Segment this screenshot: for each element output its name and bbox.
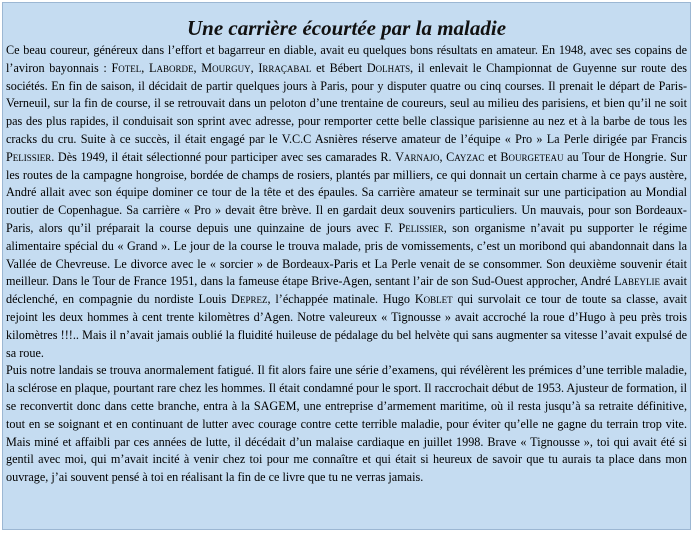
person-name: Mourguy — [201, 60, 251, 75]
text-run: avait déclenché, en compagnie du nordiste Louis — [6, 274, 688, 307]
text-run: , — [141, 60, 150, 75]
text-run: , — [250, 60, 259, 75]
person-name: Dolhats — [366, 60, 411, 75]
text-run: , il enlevait le Championnat de Guyenne sur route des sociétés. En fin de saison, il décidait de partir quelques jours à Paris, pour y disputer quatre ou cinq courses. Il prenait le départ de Paris-Verneuil, sur la fin de course, il se retrouvait dans un peloton d’une trentaine de coureurs, seul au milieu des parisiens, et bien qu’il ne soit pas des plus rapides, il conduisait son sprint avec adresse, pour remporter cette belle classique parisienne au nez et à la barbe de tous les cracks du cru. Suite à ce succès, il était engagé par le V.C.C Asnières réserve amateur de l’équipe « Pro » La Perle dirigée par Francis — [6, 60, 687, 146]
person-name: Cayzac — [446, 149, 485, 164]
person-name: Deprez — [231, 292, 268, 307]
person-name: Pelissier — [6, 149, 52, 164]
text-run: Ce beau coureur, généreux dans l’effort et bagarreur en diable, avait eu quelques bons résultats en amateur. En 1948, avec ses copains de l’aviron bayonnais : — [6, 43, 687, 75]
person-name: Bourgeteau — [500, 149, 564, 164]
article-body — [3, 40, 690, 487]
person-name: Fotel — [111, 60, 142, 75]
text-run: , son organisme n’avait pu supporter le régime alimentaire spécial du « Grand ». Le jour de la course le trouva malade, pris de vomissements, c’est un moribond qui abandonnait dans la Vallée de Chevreuse. Le divorce avec le « sorcier » de Bordeaux-Paris et La Perle venait de se consommer. Son deuxième souvenir était meilleur. Dans le Tour de France 1951, dans la fameuse étape Brive-Agen, sentant l’air de son Sud-Ouest approcher, André — [6, 220, 687, 289]
text-run: et Bébert — [311, 60, 367, 75]
person-name: Varnajo — [395, 149, 440, 164]
text-run: , — [439, 149, 447, 164]
text-run: Puis notre landais se trouva anormalement fatigué. Il fit alors faire une série d’examens, qui révélèrent les prémices d’une terrible maladie, la sclérose en plaque, pourtant rare chez les hommes. Il était condamné pour le sport. Il raccrochait début de 1953. Ajusteur de formation, il se reconvertit donc dans cette branche, entra à la SAGEM, une entreprise d’armement maritime, où il resta jusqu’à sa retraite définitive, tout en se soignant et en continuant de lutter avec courage contre cette terrible maladie, pour éviter qu’elle ne gagne du terrain trop vite. Mais miné et affaibli par ces années de lutte, il décédait d’un malaise cardiaque en juillet 1998. Brave « Tignousse », toi qui avait été si gentil avec moi, qui m’avait incité à venir chez toi pour me connaître et qui était si heureux de savoir que tu aurais ta place dans mon ouvrage, j’ai souvent pensé à toi en réalisant la fin de ce livre que tu ne verras jamais. — [6, 363, 687, 485]
text-run: et — [484, 149, 501, 164]
person-name: Pelissier — [398, 220, 444, 235]
person-name: Labeylie — [614, 274, 661, 289]
paragraph-1 — [6, 42, 687, 362]
text-run: au Tour de Hongrie. Sur les routes de la campagne hongroise, bordée de champs de rosiers, plantés par milliers, ce qui donnait un certain charme à ce pays austère, André allait avec son équipe dominer ce tour de la tête et des épaules. Sa carrière amateur se terminait sur une participation au Mondial routier de Copenhague. Sa carrière « Pro » devait être brève. Il en gardait deux souvenirs particuliers. Un mauvais, pour son Bordeaux-Paris, alors qu’il préparait la course depuis une quinzaine de jours avec F. — [6, 149, 688, 235]
text-run: qui survolait ce tour de toute sa classe, avait rejoint les deux hommes à cent trente kilomètres d’Agen. Notre valeureux « Tignousse » avait accroché la roue d’Hugo à peu près trois kilomètres !!!.. Mais il n’avait jamais oublié la fluidité huileuse de pédalage du bel helvète qui sans augmenter sa vitesse l’avait expulsé de sa roue. — [6, 292, 687, 360]
person-name: Irraçabal — [258, 60, 312, 75]
text-run: , — [193, 60, 202, 75]
person-name: Koblet — [414, 292, 453, 307]
text-run: . Dès 1949, il était sélectionné pour participer avec ses camarades R. — [51, 149, 396, 164]
paragraph-2 — [6, 362, 687, 487]
article-title: Une carrière écourtée par la maladie — [186, 16, 507, 40]
text-run: , l’échappée matinale. Hugo — [267, 292, 415, 307]
article-panel — [2, 2, 691, 530]
person-name: Laborde — [149, 60, 194, 75]
